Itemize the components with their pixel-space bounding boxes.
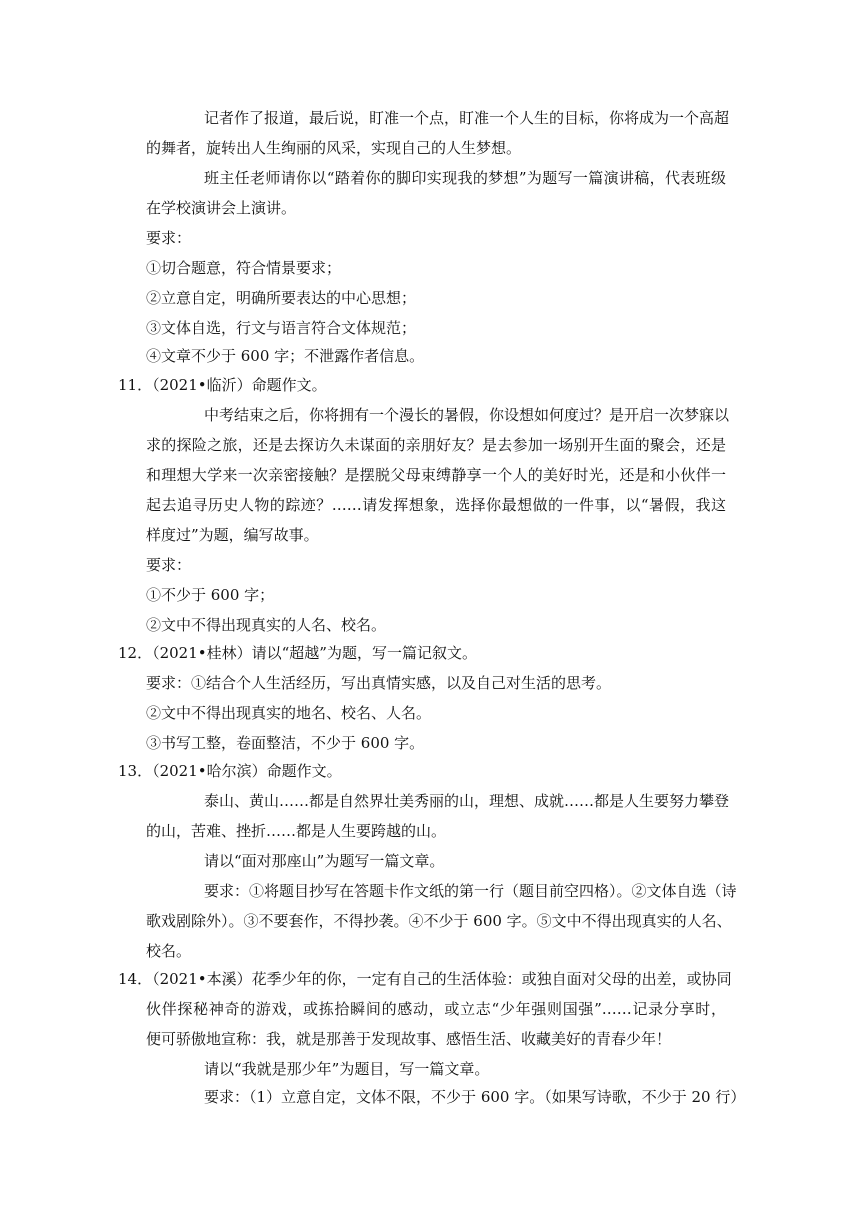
requirement-item: ②立意自定，明确所要表达的中心思想；	[146, 289, 417, 307]
text-line: 样度过”为题，编写故事。	[146, 526, 319, 544]
text-line: 的山，苦难、挫折……都是人生要跨越的山。	[146, 822, 447, 840]
text-line: 泰山、黄山……都是自然界壮美秀丽的山，理想、成就……都是人生要努力攀登	[204, 792, 730, 810]
text-line: 伙伴探秘神奇的游戏，或拣拾瞬间的感动，或立志“少年强则国强”……记录分享时，	[146, 1000, 726, 1018]
text-line: 求的探险之旅，还是去探访久未谋面的亲朋好友？是去参加一场别开生面的聚会，还是	[146, 436, 726, 454]
requirement-item: ②文中不得出现真实的地名、校名、人名。	[146, 704, 432, 722]
question-heading: 14．（2021•本溪）花季少年的你，一定有自己的生活体验：或独自面对父母的出差，或协同	[118, 970, 732, 988]
text-line: 的舞者，旋转出人生绚丽的风采，实现自己的人生梦想。	[146, 139, 522, 157]
question-heading: 11．（2021•临沂）命题作文。	[118, 376, 327, 394]
text-line: 便可骄傲地宣称：我，就是那善于发现故事、感悟生活、收藏美好的青春少年！	[146, 1030, 672, 1048]
text-line: 请以“我就是那少年”为题目，写一篇文章。	[204, 1060, 490, 1078]
text-line: 和理想大学来一次亲密接触？是摆脱父母束缚静享一个人的美好时光，还是和小伙伴一	[146, 466, 726, 484]
text-line: 要求：（1）立意自定，文体不限，不少于 600 字。（如果写诗歌，不少于 20 行）	[204, 1088, 746, 1106]
text-line: 校名。	[146, 942, 192, 960]
requirements-label: 要求：	[146, 556, 192, 574]
requirement-item: ③书写工整，卷面整洁，不少于 600 字。	[146, 734, 425, 752]
requirements-label: 要求：	[146, 229, 192, 247]
requirement-item: ②文中不得出现真实的人名、校名。	[146, 616, 387, 634]
requirement-item: 要求：①结合个人生活经历，写出真情实感，以及自己对生活的思考。	[146, 674, 612, 692]
requirement-item: ④文章不少于 600 字；不泄露作者信息。	[146, 347, 425, 365]
text-line: 中考结束之后，你将拥有一个漫长的暑假，你设想如何度过？是开启一次梦寐以	[204, 406, 730, 424]
text-line: 请以“面对那座山”为题写一篇文章。	[204, 852, 445, 870]
requirement-item: ①不少于 600 字；	[146, 586, 275, 604]
text-line: 班主任老师请你以“踏着你的脚印实现我的梦想”为题写一篇演讲稿，代表班级	[204, 169, 726, 187]
text-line: 要求：①将题目抄写在答题卡作文纸的第一行（题目前空四格）。②文体自选（诗	[204, 882, 737, 900]
text-line: 记者作了报道，最后说，盯准一个点，盯准一个人生的目标，你将成为一个高超	[204, 109, 730, 127]
question-heading: 12．（2021•桂林）请以“超越”为题，写一篇记叙文。	[118, 644, 477, 662]
question-heading: 13．（2021•哈尔滨）命题作文。	[118, 762, 342, 780]
text-line: 起去追寻历史人物的踪迹？……请发挥想象，选择你最想做的一件事，以“暑假，我这	[146, 496, 726, 514]
text-line: 在学校演讲会上演讲。	[146, 199, 297, 217]
requirement-item: ①切合题意，符合情景要求；	[146, 259, 342, 277]
text-line: 歌戏剧除外）。③不要套作，不得抄袭。④不少于 600 字。⑤文中不得出现真实的人名、	[146, 912, 732, 930]
requirement-item: ③文体自选，行文与语言符合文体规范；	[146, 319, 417, 337]
